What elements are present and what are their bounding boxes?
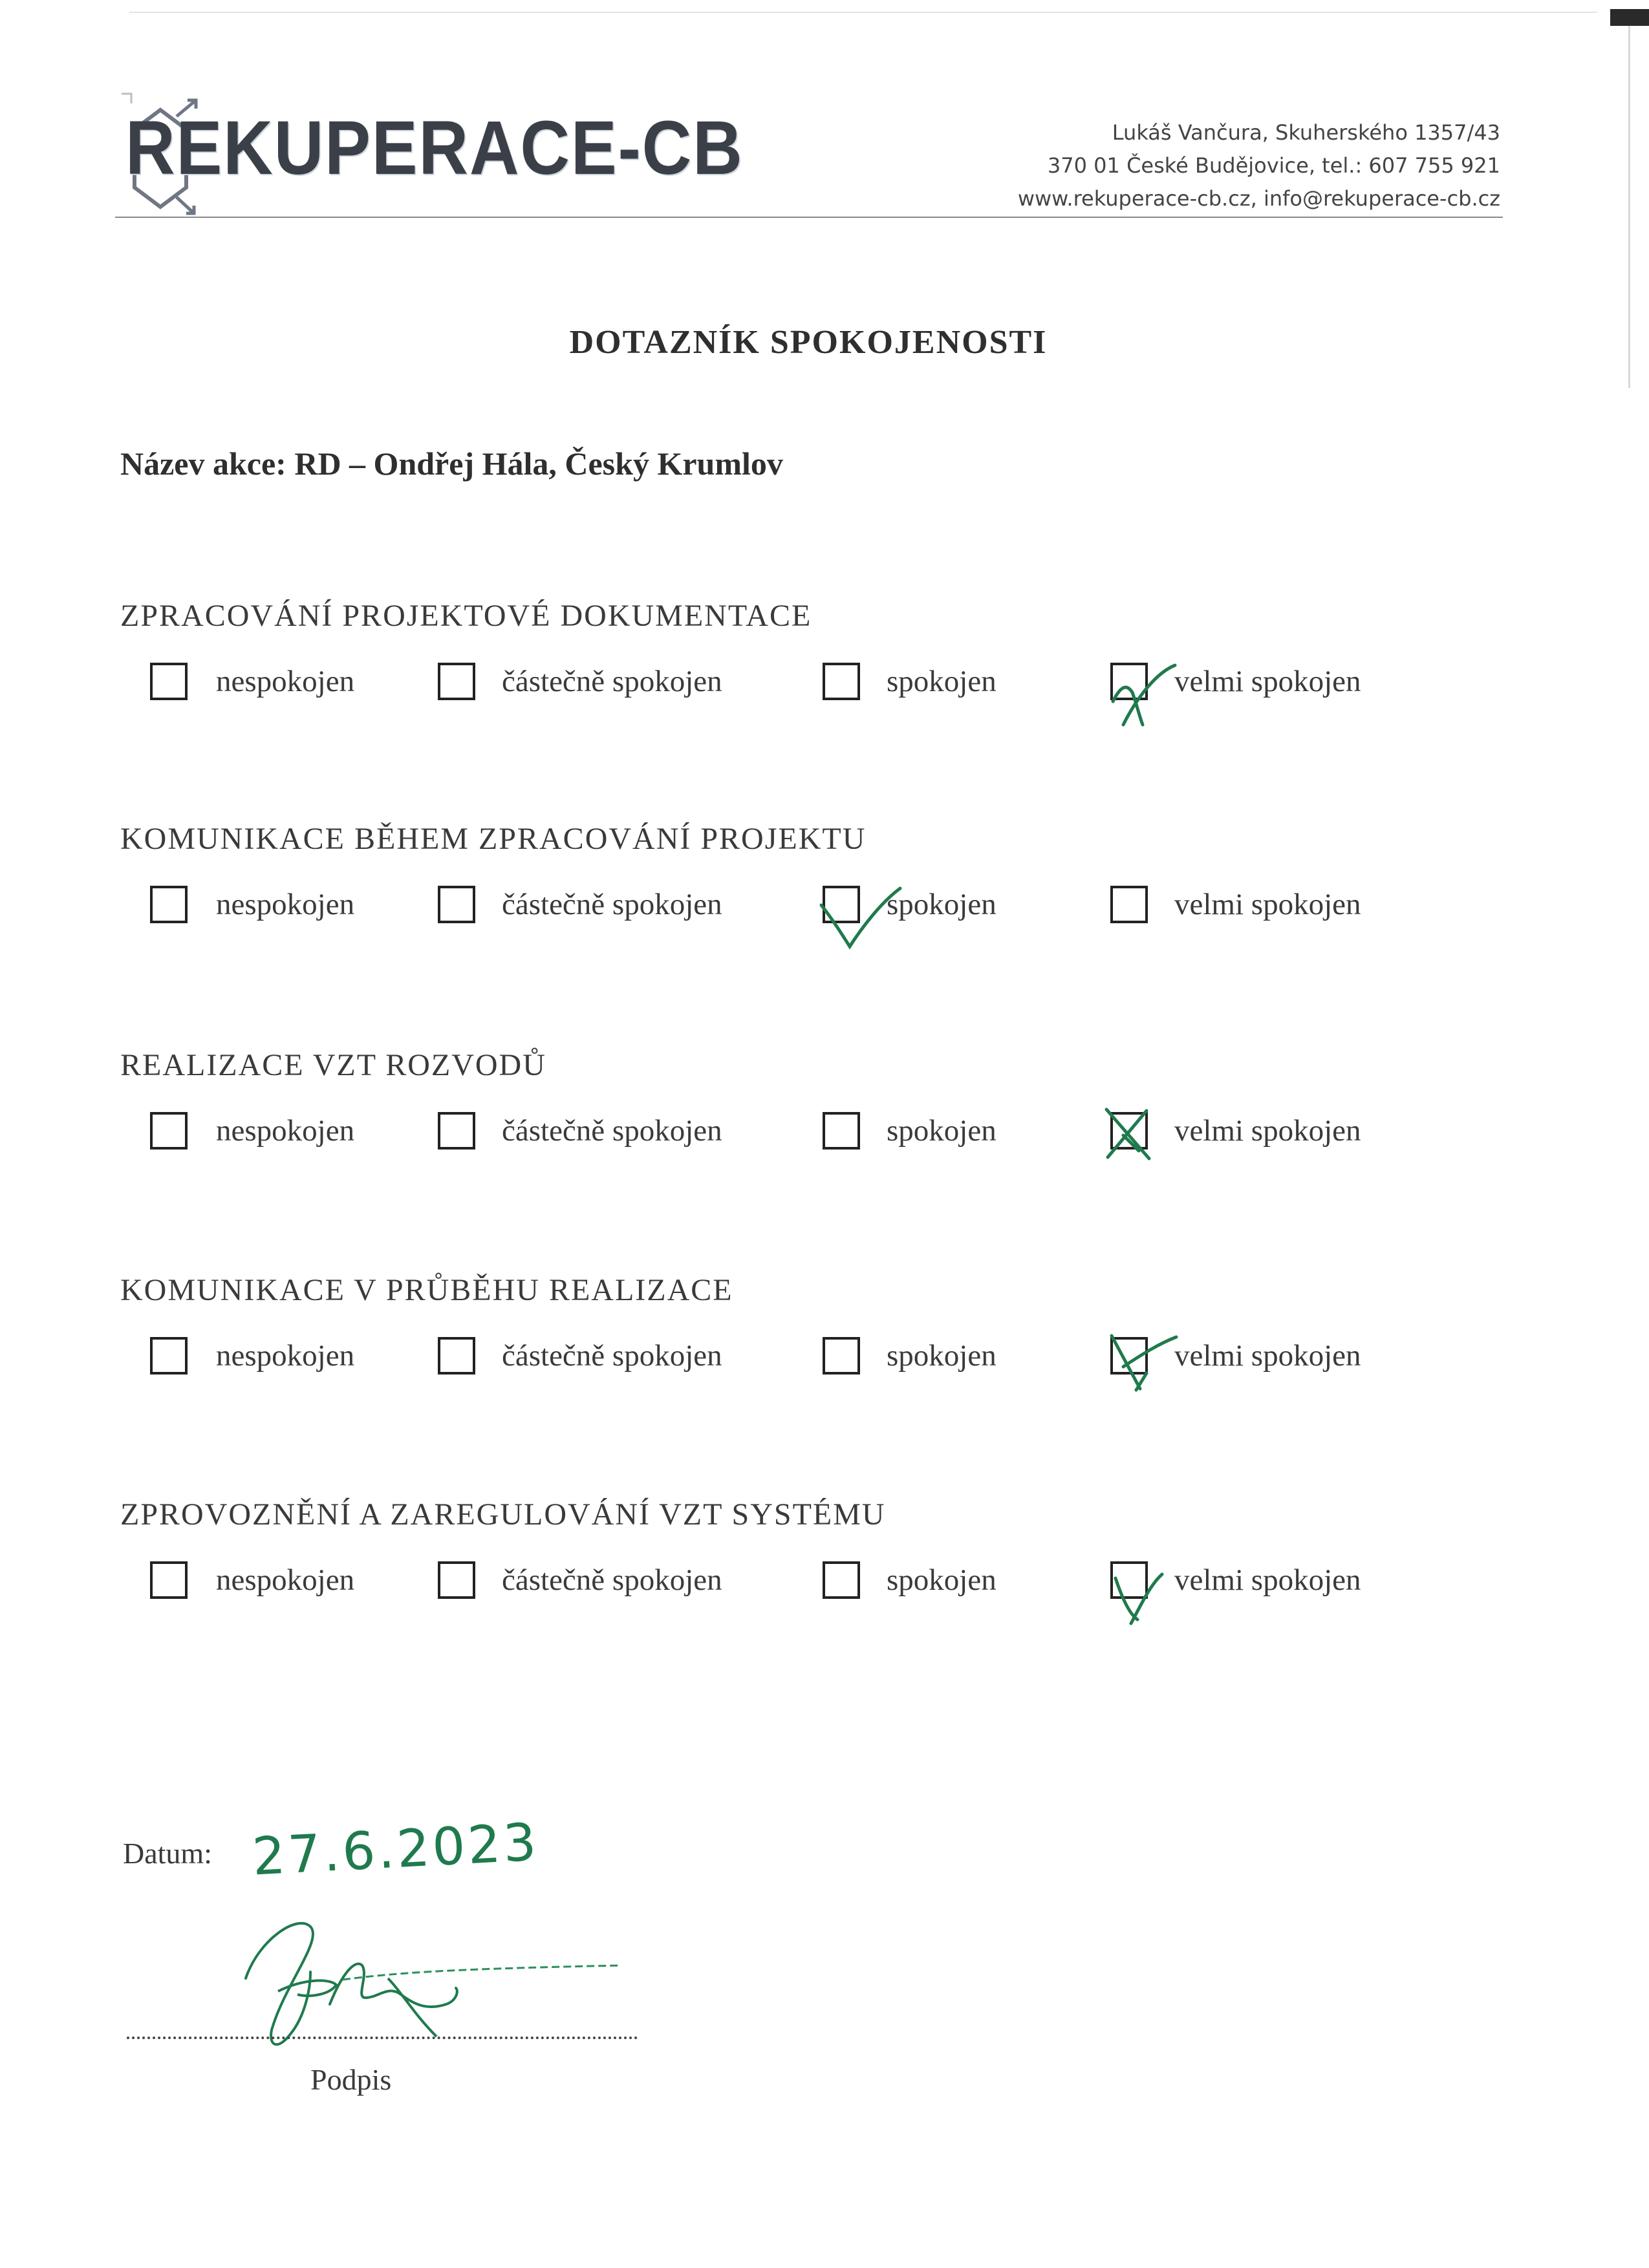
signature-label: Podpis [310, 2063, 392, 2096]
checkbox[interactable] [150, 1561, 188, 1599]
company-address-line2: 370 01 České Budějovice, tel.: 607 755 921 [1047, 153, 1500, 178]
signature-line [127, 2037, 638, 2039]
question-section [120, 1272, 1478, 1440]
option-label: částečně spokojen [502, 665, 722, 698]
document-title: DOTAZNÍK SPOKOJENOSTI [569, 324, 1048, 361]
option-label: nespokojen [216, 665, 355, 698]
check-mark-icon [1104, 1103, 1194, 1187]
option-label: velmi spokojen [1174, 1563, 1361, 1597]
company-address-line1: Lukáš Vančura, Skuherského 1357/43 [1112, 120, 1500, 145]
checkbox[interactable] [438, 1561, 475, 1599]
checkbox[interactable] [438, 1112, 475, 1150]
question-section [120, 598, 1478, 766]
checkbox[interactable] [823, 1561, 860, 1599]
company-logo [115, 91, 744, 226]
option-label: nespokojen [216, 1563, 355, 1597]
checkbox[interactable] [438, 1337, 475, 1375]
option-label: částečně spokojen [502, 1339, 722, 1373]
question-title: ZPRACOVÁNÍ PROJEKTOVÉ DOKUMENTACE [120, 599, 812, 633]
checkbox[interactable] [150, 1112, 188, 1150]
option-label: spokojen [887, 1563, 997, 1597]
option-label: velmi spokojen [1174, 888, 1361, 921]
date-value: 27.6.2023 [250, 1812, 541, 1887]
check-mark-icon [1104, 654, 1194, 738]
scan-artifact-edge [1610, 9, 1649, 26]
scan-artifact-top [129, 12, 1597, 13]
option-label: částečně spokojen [502, 888, 722, 921]
check-mark-icon [1104, 1328, 1194, 1412]
check-mark-icon [1104, 1552, 1194, 1636]
question-title: REALIZACE VZT ROZVODŮ [120, 1048, 546, 1082]
question-section [120, 821, 1478, 989]
checkbox[interactable] [150, 1337, 188, 1375]
question-title: ZPROVOZNĚNÍ A ZAREGULOVÁNÍ VZT SYSTÉMU [120, 1497, 886, 1532]
date-label: Datum: [123, 1837, 212, 1870]
checkbox[interactable] [150, 886, 188, 923]
header-divider [115, 217, 1503, 218]
question-section [120, 1497, 1478, 1665]
checkbox[interactable] [438, 663, 475, 700]
checkbox[interactable] [150, 663, 188, 700]
option-label: nespokojen [216, 1114, 355, 1148]
option-label: velmi spokojen [1174, 1114, 1361, 1148]
option-label: částečně spokojen [502, 1114, 722, 1148]
question-title: KOMUNIKACE V PRŮBĚHU REALIZACE [120, 1273, 733, 1307]
handwritten-signature [233, 1901, 647, 2069]
checkbox[interactable] [823, 663, 860, 700]
company-contact-line: www.rekuperace-cb.cz, info@rekuperace-cb.cz [1017, 186, 1500, 211]
checkbox[interactable] [823, 1112, 860, 1150]
option-label: spokojen [887, 1339, 997, 1373]
question-section [120, 1047, 1478, 1215]
option-label: spokojen [887, 665, 997, 698]
option-label: nespokojen [216, 888, 355, 921]
option-label: velmi spokojen [1174, 1339, 1361, 1373]
question-title: KOMUNIKACE BĚHEM ZPRACOVÁNÍ PROJEKTU [120, 822, 867, 856]
option-label: velmi spokojen [1174, 665, 1361, 698]
checkbox[interactable] [438, 886, 475, 923]
checkbox[interactable] [823, 1337, 860, 1375]
option-label: spokojen [887, 1114, 997, 1148]
company-info [1018, 116, 1500, 215]
scan-artifact-line [1628, 26, 1630, 388]
logo-text: REKUPERACE-CB [125, 105, 744, 191]
option-label: částečně spokojen [502, 1563, 722, 1597]
checkbox[interactable] [1110, 886, 1148, 923]
option-label: nespokojen [216, 1339, 355, 1373]
check-mark-icon [816, 877, 907, 961]
option-label: spokojen [887, 888, 997, 921]
event-name: Název akce: RD – Ondřej Hála, Český Krumlov [120, 445, 783, 482]
